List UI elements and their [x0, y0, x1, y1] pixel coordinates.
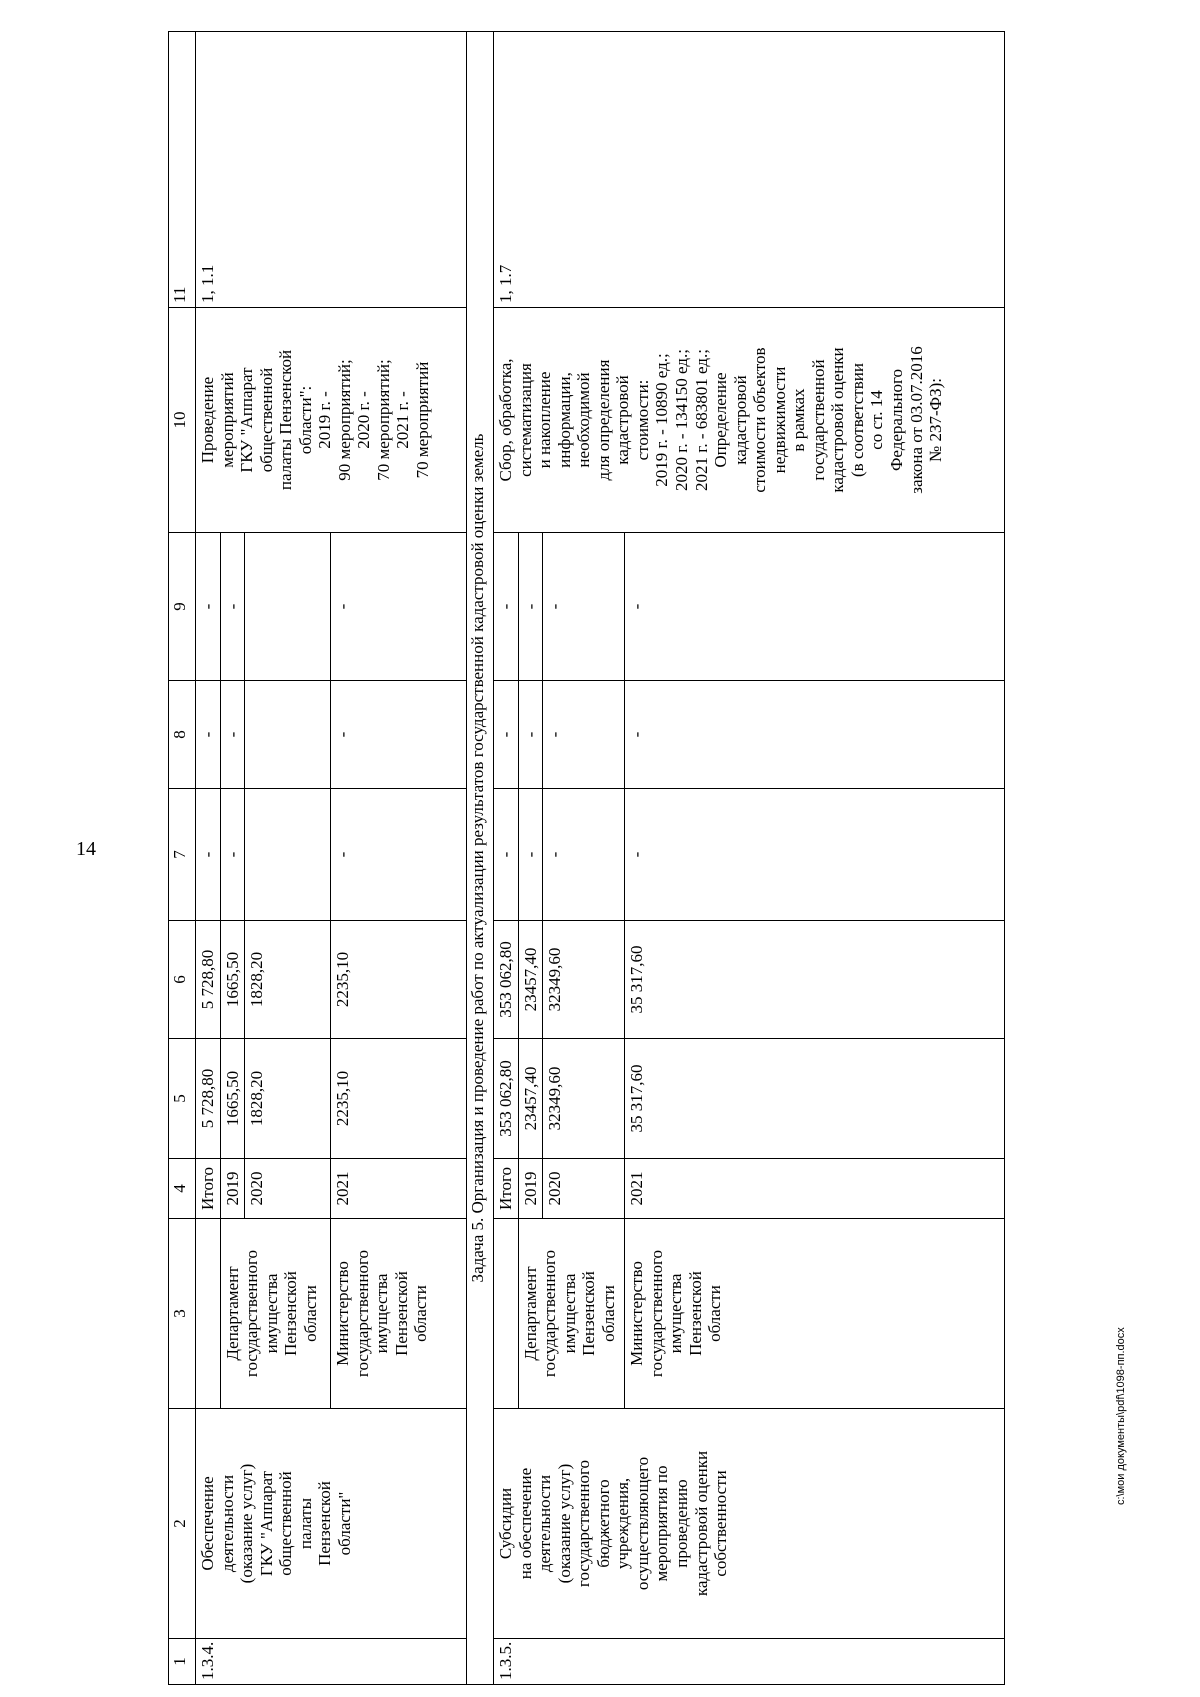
executor-empty: [196, 1219, 221, 1409]
executor-cell: Департамент государственного имущества Пензенской области: [220, 1219, 331, 1409]
amount-cell: -: [196, 533, 221, 681]
executor-cell: Министерство государственного имущества Пензенской области: [625, 1219, 1005, 1409]
amount-cell: 1665,50: [220, 921, 245, 1039]
column-number: 2: [169, 1409, 196, 1639]
amount-cell: 32349,60: [543, 921, 625, 1039]
section-row: [467, 32, 494, 1685]
amount-cell: -: [625, 681, 1005, 789]
year-cell: 2021: [625, 1159, 1005, 1219]
column-number: 4: [169, 1159, 196, 1219]
column-number: 8: [169, 681, 196, 789]
year-cell: 2021: [331, 1159, 467, 1219]
amount-cell: -: [543, 681, 625, 789]
amount-cell: -: [331, 681, 467, 789]
amount-cell: 23457,40: [518, 921, 543, 1039]
row-number: 1.3.5.: [494, 1639, 1005, 1685]
amount-cell: [245, 789, 331, 921]
column-number: 5: [169, 1039, 196, 1159]
amount-cell: -: [220, 789, 245, 921]
amount-cell: [245, 533, 331, 681]
table-row: [196, 32, 221, 1685]
amount-cell: 35 317,60: [625, 921, 1005, 1039]
indicator-cell: Сбор, обработка, систематизация и накопление информации, необходимой для определения кадастровой стоимости: 2019 г. - 10890 ед.; 2020 г. - 134150 ед.; 2021 г. - 683801 ед.; Определение кадастровой стоимости объектов недвижимости в рамках государственной кадастровой оценки (в соответствии со ст. 14 Федерального закона от 03.07.2016 № 237-ФЗ):: [494, 308, 1005, 533]
reference-cell: 1, 1.1: [196, 32, 467, 308]
document-file-path: c:\мои документы\pdf\1098-пп.docx: [1115, 1327, 1127, 1505]
amount-cell: 2235,10: [331, 921, 467, 1039]
amount-cell: 5 728,80: [196, 1039, 221, 1159]
amount-cell: -: [196, 681, 221, 789]
page-number: 14: [76, 838, 96, 860]
amount-cell: 5 728,80: [196, 921, 221, 1039]
column-number: 7: [169, 789, 196, 921]
measure-name: Обеспечение деятельности (оказание услуг) ГКУ "Аппарат общественной палаты Пензенской области": [196, 1409, 467, 1639]
section-title: Задача 5. Организация и проведение работ по актуализации результатов государственной кадастровой оценки земель: [467, 32, 494, 1685]
amount-cell: -: [331, 789, 467, 921]
column-number: 11: [169, 32, 196, 308]
column-number: 9: [169, 533, 196, 681]
amount-cell: 32349,60: [543, 1039, 625, 1159]
amount-cell: -: [220, 681, 245, 789]
column-number-row: [169, 32, 196, 1685]
amount-cell: -: [625, 789, 1005, 921]
year-cell: Итого: [196, 1159, 221, 1219]
amount-cell: 1665,50: [220, 1039, 245, 1159]
year-cell: 2019: [220, 1159, 245, 1219]
amount-cell: -: [494, 533, 519, 681]
amount-cell: 353 062,80: [494, 921, 519, 1039]
executor-cell: Министерство государственного имущества Пензенской области: [331, 1219, 467, 1409]
program-table: [168, 31, 1005, 1685]
amount-cell: -: [625, 533, 1005, 681]
amount-cell: 2235,10: [331, 1039, 467, 1159]
amount-cell: 1828,20: [245, 1039, 331, 1159]
year-cell: 2019: [518, 1159, 543, 1219]
amount-cell: -: [494, 681, 519, 789]
amount-cell: [245, 681, 331, 789]
amount-cell: -: [543, 533, 625, 681]
column-number: 10: [169, 308, 196, 533]
column-number: 3: [169, 1219, 196, 1409]
amount-cell: 353 062,80: [494, 1039, 519, 1159]
rotated-table-frame: [168, 32, 1024, 1685]
row-number: 1.3.4.: [196, 1639, 467, 1685]
amount-cell: -: [220, 533, 245, 681]
year-cell: 2020: [245, 1159, 331, 1219]
column-number: 6: [169, 921, 196, 1039]
table-row: [494, 32, 519, 1685]
amount-cell: -: [196, 789, 221, 921]
reference-cell: 1, 1.7: [494, 32, 1005, 308]
amount-cell: -: [494, 789, 519, 921]
executor-cell: Департамент государственного имущества Пензенской области: [518, 1219, 625, 1409]
column-number: 1: [169, 1639, 196, 1685]
amount-cell: 35 317,60: [625, 1039, 1005, 1159]
amount-cell: -: [543, 789, 625, 921]
year-cell: 2020: [543, 1159, 625, 1219]
amount-cell: 23457,40: [518, 1039, 543, 1159]
amount-cell: -: [518, 681, 543, 789]
executor-empty: [494, 1219, 519, 1409]
amount-cell: -: [518, 789, 543, 921]
indicator-cell: Проведение мероприятий ГКУ "Аппарат общественной палаты Пензенской области": 2019 г. - 90 мероприятий; 2020 г. - 70 мероприятий; 2021 г. - 70 мероприятий: [196, 308, 467, 533]
amount-cell: 1828,20: [245, 921, 331, 1039]
amount-cell: -: [331, 533, 467, 681]
amount-cell: -: [518, 533, 543, 681]
year-cell: Итого: [494, 1159, 519, 1219]
measure-name: Субсидии на обеспечение деятельности (оказание услуг) государственного бюджетного учреждения, осуществляющего мероприятия по проведению кадастровой оценки собственности: [494, 1409, 1005, 1639]
